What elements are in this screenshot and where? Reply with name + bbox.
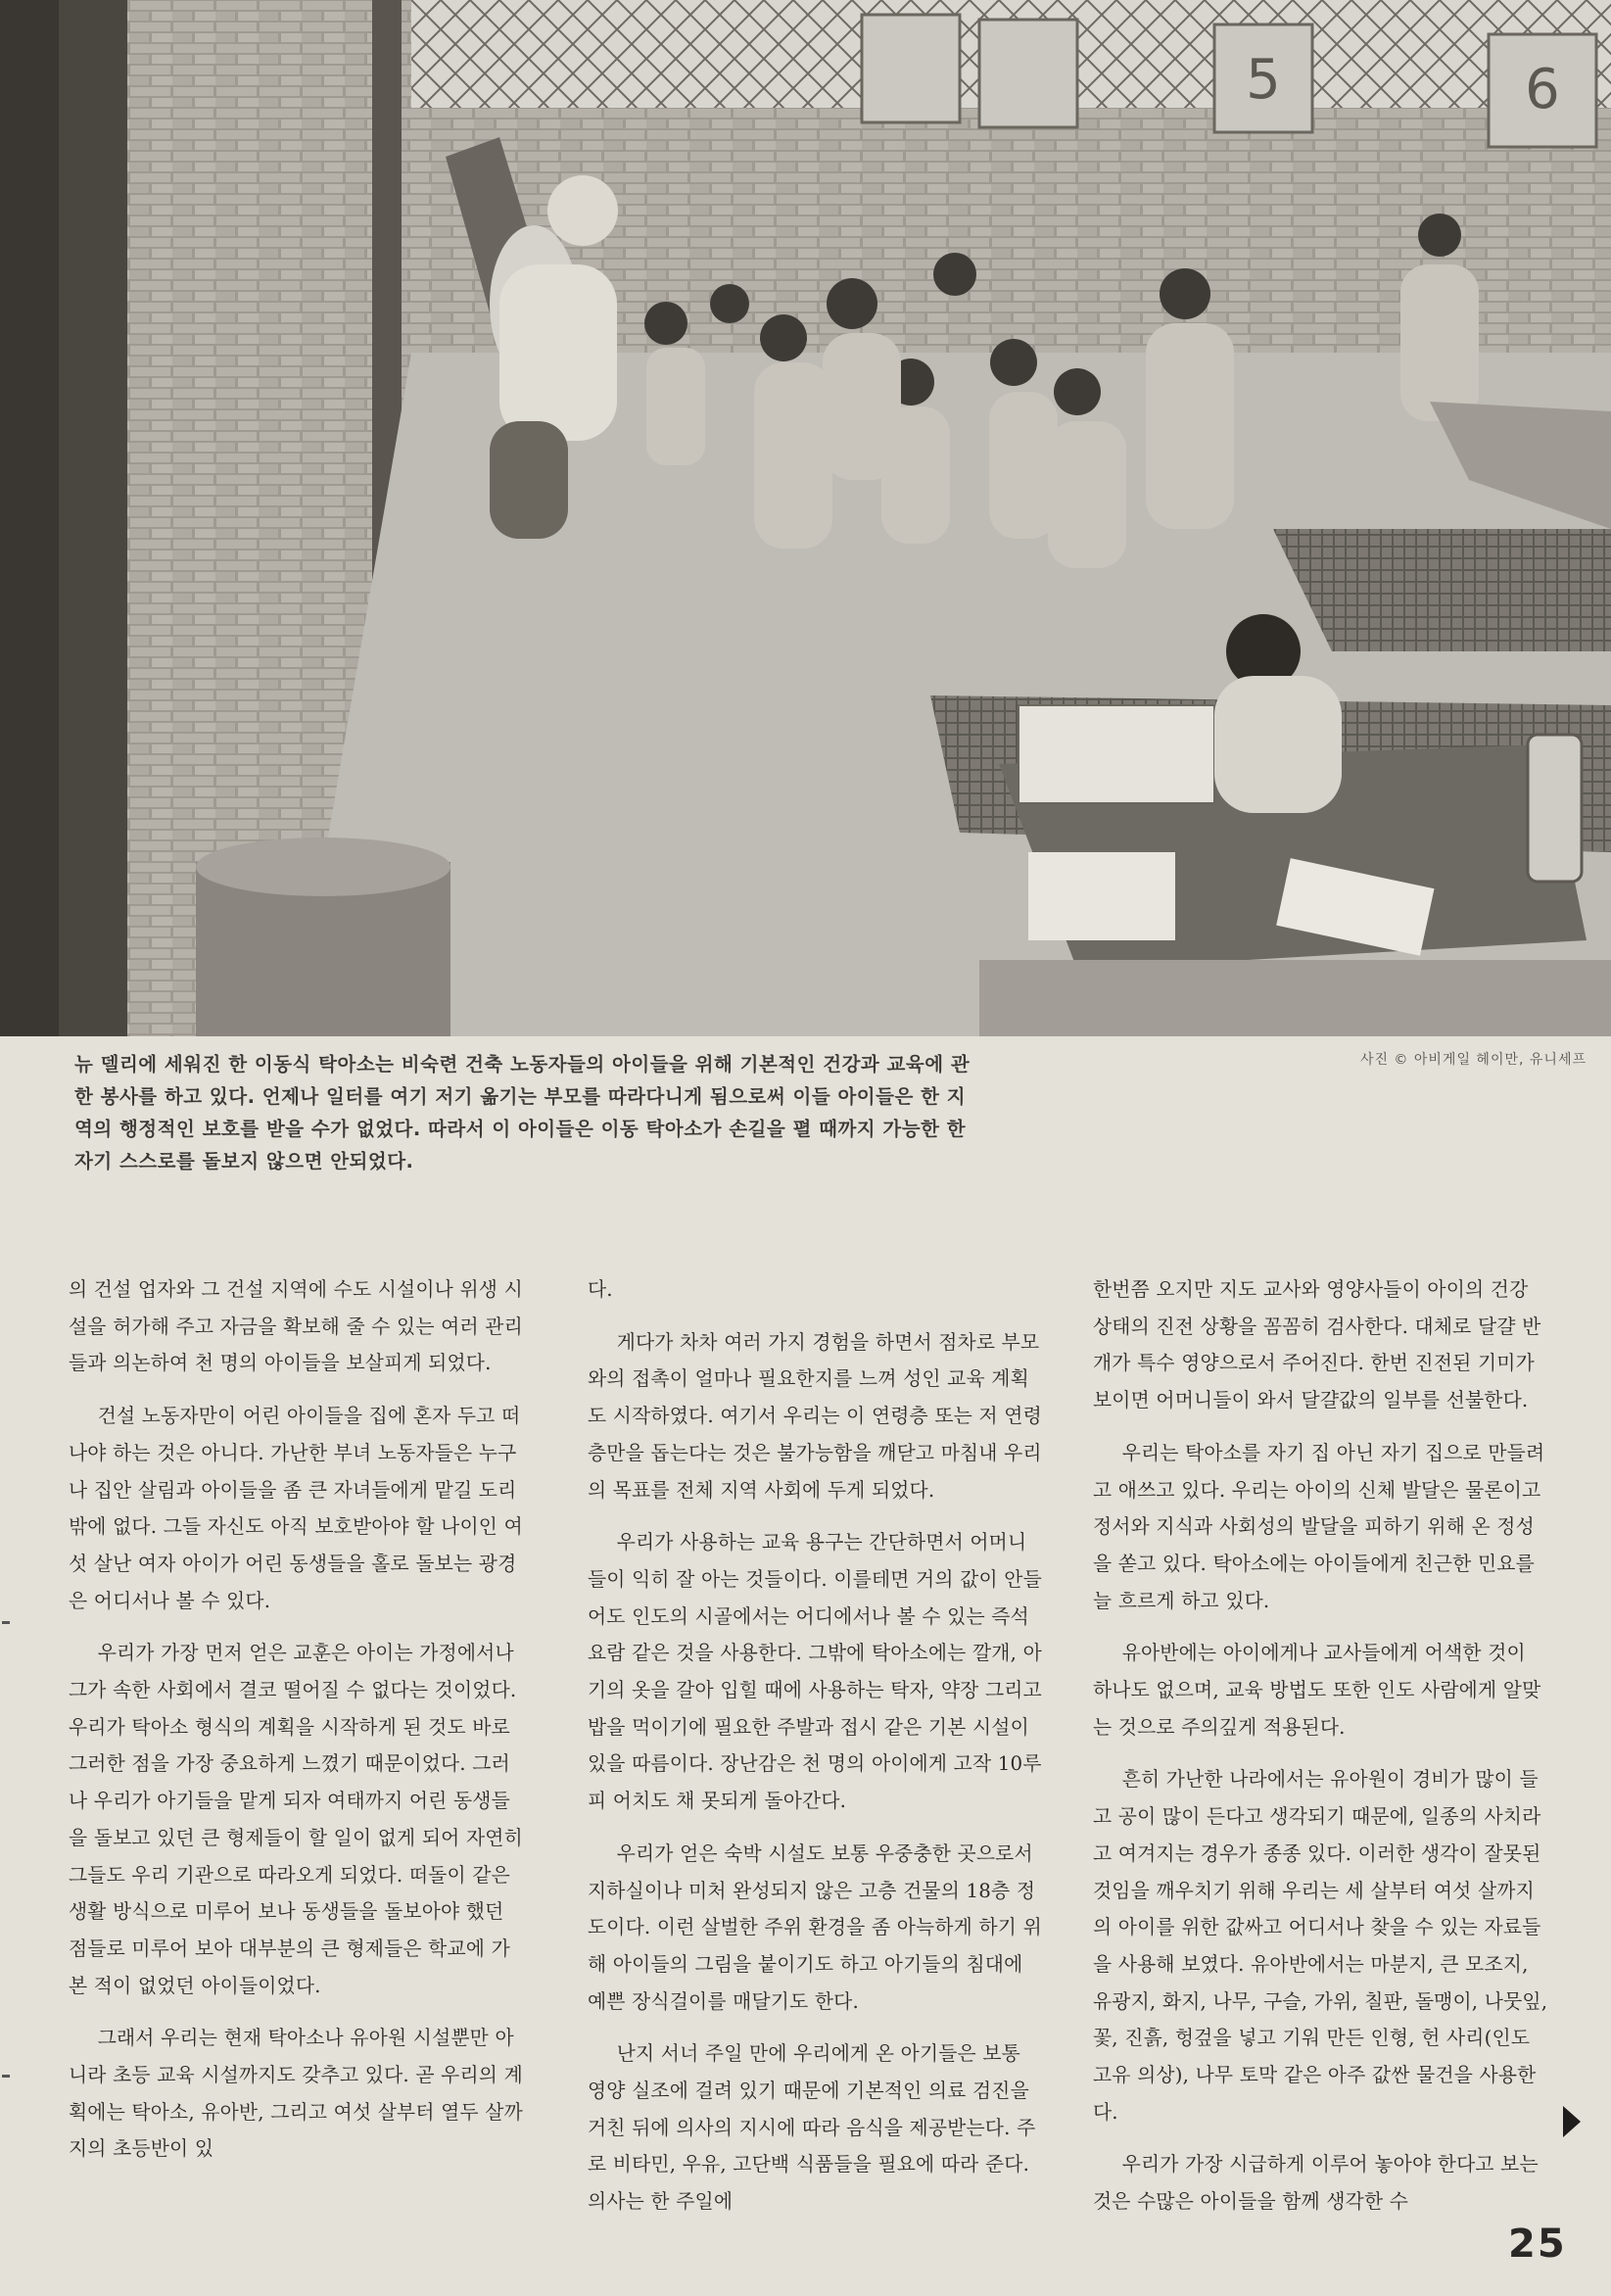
margin-mark	[2, 1621, 10, 1624]
paragraph: 우리가 얻은 숙박 시설도 보통 우중충한 곳으로서 지하실이나 미처 완성되지 않은 고층 건물의 18층 정도이다. 이런 살벌한 주위 환경을 좀 아늑하게 하기 위해 아이들의 그림을 붙이기도 하고 아기들의 침대에 예쁜 장식걸이를 매달기도 한다.	[588, 1842, 1042, 2013]
paragraph: 흔히 가난한 나라에서는 유아원이 경비가 많이 들고 공이 많이 든다고 생각되기 때문에, 일종의 사치라고 여겨지는 경우가 종종 있다. 이러한 생각이 잘못된 것임을 깨우치기 위해 우리는 세 살부터 여섯 살까지의 아이를 위한 값싸고 어디서나 찾을 수 있는 자료들을 사용해 보였다. 유아반에서는 마분지, 큰 모조지, 유광지, 화지, 나무, 구슬, 가위, 칠판, 돌맹이, 나뭇잎, 꽃, 진흙, 헝겊을 넣고 기워 만든 인형, 헌 사리(인도 고유 의상), 나무 토막 같은 아주 값싼 물건을 사용한다.	[1093, 1768, 1548, 2124]
wall-number-six: 6	[1525, 58, 1560, 121]
photo-credit: 사진 © 아비게일 헤이만, 유니세프	[1359, 1052, 1587, 1068]
paragraph: 한번쯤 오지만 지도 교사와 영양사들이 아이의 건강 상태의 진전 상황을 꼼꼼히 검사한다. 대체로 달걀 반 개가 특수 영양으로서 주어진다. 한번 진전된 기미가 보이면 어머니들이 와서 달걀값의 일부를 선불한다.	[1093, 1278, 1541, 1412]
paragraph: 건설 노동자만이 어린 아이들을 집에 혼자 두고 떠나야 하는 것은 아니다. 가난한 부녀 노동자들은 누구나 집안 살림과 아이들을 좀 큰 자녀들에게 맡길 도리 밖에 없다. 그들 자신도 아직 보호받아야 할 나이인 여섯 살난 여자 아이가 어린 동생들을 홀로 돌보는 광경은 어디서나 볼 수 있다.	[69, 1405, 523, 1612]
article-column-3	[1093, 1271, 1548, 2236]
continue-arrow-icon	[1563, 2106, 1581, 2137]
paragraph: 난지 서너 주일 만에 우리에게 온 아기들은 보통 영양 실조에 걸려 있기 때문에 기본적인 의료 검진을 거친 뒤에 의사의 지시에 따라 음식을 제공받는다. 주로 비타민, 우유, 고단백 식품들을 필요에 따라 준다. 의사는 한 주일에	[588, 2042, 1036, 2214]
paragraph: 우리가 사용하는 교육 용구는 간단하면서 어머니들이 익히 잘 아는 것들이다. 이를테면 거의 값이 안들어도 인도의 시골에서는 어디에서나 볼 수 있는 즉석 요람 같은 것을 사용한다. 그밖에 탁아소에는 깔개, 아기의 옷을 갈아 입힐 때에 사용하는 탁자, 약장 그리고 밥을 먹이기에 필요한 주발과 접시 같은 기본 시설이 있을 따름이다. 장난감은 천 명의 아이에게 고작 10루피 어치도 채 못되게 돌아간다.	[588, 1531, 1042, 1813]
article-column-2	[588, 1271, 1043, 2236]
caption-line: 뉴 델리에 세워진 한 이동식 탁아소는 비숙련 건축 노동자들의 아이들을 위해 기본적인 건강과 교육에 관	[74, 1053, 971, 1076]
classroom-photo	[0, 0, 1611, 1036]
paragraph: 우리는 탁아소를 자기 집 아닌 자기 집으로 만들려고 애쓰고 있다. 우리는 아이의 신체 발달은 물론이고 정서와 지식과 사회성의 발달을 피하기 위해 온 정성을 쏟고 있다. 탁아소에는 아이들에게 친근한 민요를 늘 흐르게 하고 있다.	[1093, 1441, 1545, 1612]
wall-number-five: 5	[1246, 48, 1281, 112]
paragraph: 의 건설 업자와 그 건설 지역에 수도 시설이나 위생 시설을 허가해 주고 자금을 확보해 줄 수 있는 여러 관리들과 의논하여 천 명의 아이들을 보살피게 되었다.	[69, 1278, 523, 1375]
paragraph: 우리가 가장 먼저 얻은 교훈은 아이는 가정에서나 그가 속한 사회에서 결코 떨어질 수 없다는 것이었다. 우리가 탁아소 형식의 계획을 시작하게 된 것도 바로 그러한 점을 가장 중요하게 느꼈기 때문이었다. 그러나 우리가 아기들을 맡게 되자 여태까지 어린 동생들을 돌보고 있던 큰 형제들이 할 일이 없게 되어 자연히 그들도 우리 기관으로 따라오게 되었다. 떠돌이 같은 생활 방식으로 미루어 보나 동생들을 돌보아야 했던 점들로 미루어 보아 대부분의 큰 형제들은 학교에 가본 적이 없었던 아이들이었다.	[69, 1642, 523, 1997]
paragraph: 유아반에는 아이에게나 교사들에게 어색한 것이 하나도 없으며, 교육 방법도 또한 인도 사람에게 알맞는 것으로 주의깊게 적용된다.	[1093, 1642, 1541, 1739]
paragraph: 그래서 우리는 현재 탁아소나 유아원 시설뿐만 아니라 초등 교육 시설까지도 갖추고 있다. 곧 우리의 계획에는 탁아소, 유아반, 그리고 여섯 살부터 열두 살까지의 초등반이 있	[69, 2027, 523, 2161]
margin-mark	[2, 2075, 10, 2078]
caption-line: 한 봉사를 하고 있다. 언제나 일터를 여기 저기 옮기는 부모를 따라다니게 됨으로써 이들 아이들은 한 지	[74, 1085, 967, 1108]
article-column-1	[69, 1271, 524, 2183]
photo-illustration	[0, 0, 1611, 1036]
photo-caption	[74, 1048, 1024, 1177]
caption-line: 자기 스스로를 돌보지 않으면 안되었다.	[74, 1150, 414, 1172]
paragraph: 우리가 가장 시급하게 이루어 놓아야 한다고 보는 것은 수많은 아이들을 함께 생각한 수	[1093, 2153, 1539, 2214]
page-number: 25	[1508, 2222, 1567, 2267]
paragraph: 다.	[588, 1278, 613, 1301]
caption-line: 역의 행정적인 보호를 받을 수가 없었다. 따라서 이 아이들은 이동 탁아소가 손길을 펼 때까지 가능한 한	[74, 1118, 967, 1140]
paragraph: 게다가 차차 여러 가지 경험을 하면서 점차로 부모와의 접촉이 얼마나 필요한지를 느껴 성인 교육 계획도 시작하였다. 여기서 우리는 이 연령층 또는 저 연령층만을 돕는다는 것은 불가능함을 깨닫고 마침내 우리의 목표를 전체 지역 사회에 두게 되었다.	[588, 1330, 1042, 1502]
